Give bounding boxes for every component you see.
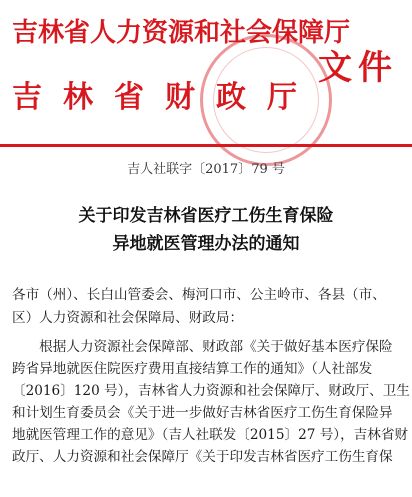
header-issuer-finance: 吉林省财政厅 bbox=[12, 80, 318, 115]
body-line: 根据人力资源社会保障部、财政部《关于做好基本医疗保险 bbox=[12, 339, 393, 355]
red-divider-line bbox=[0, 144, 412, 147]
header-document-word: 文件 bbox=[318, 48, 398, 88]
body-line: 和计划生育委员会《关于进一步做好吉林省医疗工伤生育保险异 bbox=[12, 405, 393, 421]
body-line: 地就医管理工作的意见》（吉人社联发〔2015〕27 号），吉林省财 bbox=[12, 427, 409, 443]
header-issuer-hrss: 吉林省人力资源和社会保障厅 bbox=[12, 18, 351, 48]
document-header bbox=[0, 0, 412, 140]
addressee-line-2: 区）人力资源和社会保障局、财政局： bbox=[12, 310, 244, 326]
document-title-line-2: 异地就医管理办法的通知 bbox=[112, 234, 300, 254]
body-line: 〔2016〕120 号），吉林省人力资源和社会保障厅、财政厅、卫生 bbox=[12, 383, 410, 399]
body-line: 跨省异地就医住院医疗费用直接结算工作的通知》（人社部发 bbox=[12, 361, 373, 377]
document-title-line-1: 关于印发吉林省医疗工伤生育保险 bbox=[78, 206, 334, 226]
body-line: 政厅、人力资源和社会保障厅《关于印发吉林省医疗工伤生育保 bbox=[12, 449, 393, 465]
addressee-line-1: 各市（州）、长白山管委会、梅河口市、公主岭市、各县（市、 bbox=[12, 287, 386, 303]
body-paragraph bbox=[12, 336, 408, 468]
document-number: 吉人社联字〔2017〕79 号 bbox=[127, 162, 285, 177]
